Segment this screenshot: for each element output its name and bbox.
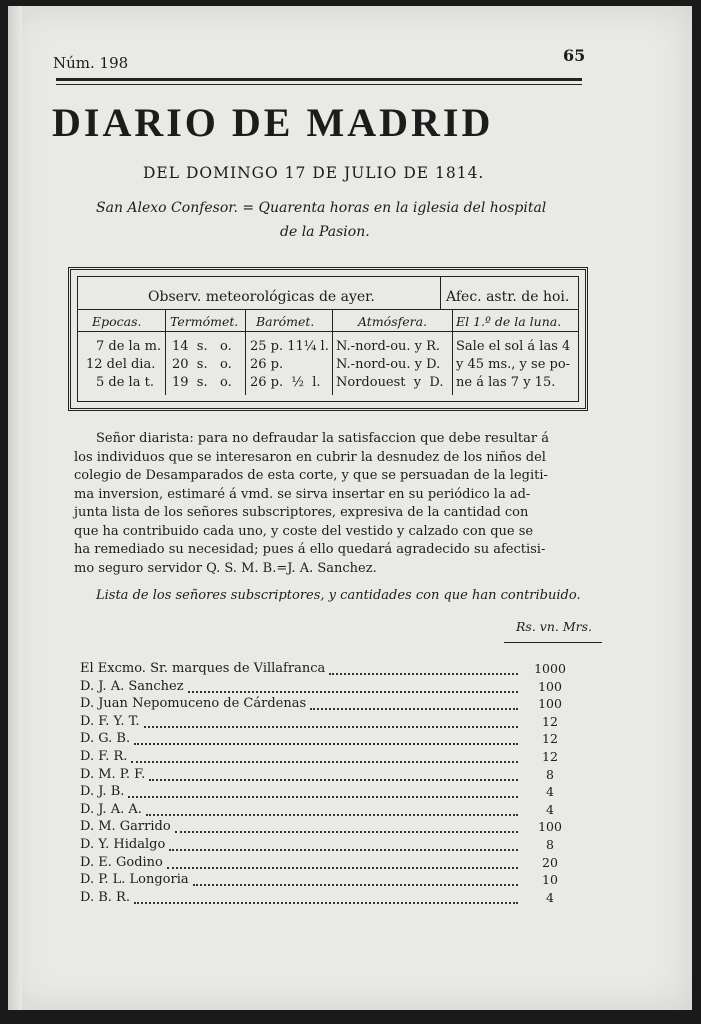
- currency-heading: Rs. vn. Mrs.: [516, 619, 592, 634]
- atmos-row-2: N.-nord-ou. y D.: [336, 357, 441, 372]
- page-spine: [8, 6, 22, 1010]
- subscriber-amount: 4: [546, 889, 554, 905]
- leader-dots: [128, 796, 518, 798]
- dateline: DEL DOMINGO 17 DE JULIO DE 1814.: [143, 164, 485, 182]
- weather-col-divider-1: [165, 309, 166, 395]
- subscriber-list-title: Lista de los señores subscriptores, y cantidades con que han contribuido.: [96, 588, 581, 603]
- col-header-barometer: Barómet.: [256, 314, 315, 329]
- letter-line: ma inversion, estimaré á vmd. se sirva insertar en su periódico la ad-: [74, 486, 531, 502]
- letter-line: Señor diarista: para no defraudar la satisfaccion que debe resultar á: [96, 431, 549, 446]
- saint-line-1: San Alexo Confesor. = Quarenta horas en la iglesia del hospital: [96, 200, 547, 216]
- subscriber-row: [80, 767, 580, 785]
- weather-col-divider-3: [332, 309, 333, 395]
- subscriber-row: [80, 872, 580, 890]
- leader-dots: [134, 902, 518, 904]
- letter-line: junta lista de los señores subscriptores, expresiva de la cantidad con: [74, 505, 529, 520]
- subscriber-amount: 8: [546, 766, 554, 782]
- subscriber-amount: 4: [546, 784, 554, 800]
- subscriber-name: D. B. R.: [80, 889, 130, 905]
- subscriber-row: [80, 696, 580, 714]
- subscriber-row: [80, 749, 580, 767]
- subscriber-name: D. M. Garrido: [80, 819, 171, 835]
- weather-table: [68, 267, 588, 411]
- atmos-row-3: Nordouest y D.: [336, 375, 444, 390]
- letter-line: que ha contribuido cada uno, y coste del vestido y calzado con que se: [74, 523, 534, 539]
- leader-dots: [131, 761, 518, 763]
- weather-col-divider-2: [245, 309, 246, 395]
- leader-dots: [175, 831, 518, 833]
- currency-rule: [504, 642, 602, 643]
- subscriber-name: D. M. P. F.: [80, 766, 146, 782]
- page-number: 65: [563, 46, 586, 65]
- masthead-title: DIARIO DE MADRID: [52, 100, 494, 145]
- weather-table-inner: [77, 276, 579, 402]
- saint-line-2: de la Pasion.: [280, 224, 370, 240]
- thermo-row-3: 19 s. o.: [172, 375, 232, 390]
- leader-dots: [329, 673, 518, 675]
- issue-number: Núm. 198: [53, 54, 129, 72]
- subscriber-row: [80, 731, 580, 749]
- subscriber-amount: 100: [538, 678, 562, 694]
- thermo-row-2: 20 s. o.: [172, 357, 232, 372]
- letter-line: mo seguro servidor Q. S. M. B.=J. A. Sanchez.: [74, 560, 377, 576]
- subscriber-amount: 10: [542, 872, 558, 888]
- subscriber-name: D. J. A. Sanchez: [80, 678, 184, 694]
- leader-dots: [193, 884, 518, 886]
- letter-line: los individuos que se interesaron en cubrir la desnudez de los niños del: [74, 449, 546, 465]
- subscriber-amount: 8: [546, 837, 554, 852]
- subscriber-amount: 20: [542, 854, 558, 870]
- leader-dots: [134, 743, 518, 745]
- subscriber-amount: 1000: [534, 661, 566, 676]
- weather-col-divider-4: [452, 309, 453, 395]
- col-header-epochs: Epocas.: [92, 314, 142, 329]
- leader-dots: [167, 867, 518, 869]
- subscriber-row: [80, 819, 580, 837]
- letter-to-editor: [74, 430, 600, 578]
- header-rule-thick: [56, 78, 582, 81]
- leader-dots: [149, 779, 518, 781]
- moon-row-1: Sale el sol á las 4: [456, 339, 571, 354]
- thermo-row-1: 14 s. o.: [172, 339, 232, 354]
- newspaper-page: [8, 6, 692, 1010]
- leader-dots: [310, 708, 518, 710]
- subscriber-amount: 100: [538, 819, 562, 835]
- subscriber-name: D. F. Y. T.: [80, 713, 140, 729]
- subscriber-row: [80, 784, 580, 802]
- subscriber-name: D. Y. Hidalgo: [80, 837, 166, 852]
- col-header-moon: El 1.º de la luna.: [456, 314, 562, 329]
- baro-row-1: 25 p. 11¼ l.: [250, 339, 329, 354]
- subscriber-row: [80, 714, 580, 732]
- subscriber-amount: 12: [542, 731, 558, 747]
- subscriber-name: D. Juan Nepomuceno de Cárdenas: [80, 696, 307, 712]
- baro-row-2: 26 p.: [250, 357, 284, 372]
- weather-divider-heading: [440, 277, 441, 309]
- subscriber-row: [80, 802, 580, 820]
- atmos-row-1: N.-nord-ou. y R.: [336, 339, 441, 354]
- weather-rule-header: [78, 331, 578, 332]
- subscriber-name: D. G. B.: [80, 731, 131, 747]
- weather-heading-astro: Afec. astr. de hoi.: [446, 289, 570, 305]
- col-header-thermometer: Termómet.: [170, 314, 239, 329]
- baro-row-3: 26 p. ½ l.: [250, 375, 321, 390]
- subscriber-row: [80, 679, 580, 697]
- subscriber-amount: 100: [538, 696, 562, 712]
- subscriber-row: [80, 837, 580, 855]
- subscriber-amount: 12: [542, 749, 558, 764]
- subscriber-name: D. J. A. A.: [80, 801, 142, 817]
- subscriber-row: [80, 890, 580, 908]
- moon-row-3: ne á las 7 y 15.: [456, 375, 556, 390]
- subscriber-name: D. E. Godino: [80, 854, 163, 870]
- letter-line: ha remediado su necesidad; pues á ello quedará agradecido su afectisi-: [74, 542, 546, 557]
- leader-dots: [188, 691, 518, 693]
- subscriber-amount: 12: [542, 713, 558, 729]
- subscriber-amount: 4: [546, 801, 554, 817]
- leader-dots: [146, 814, 518, 816]
- epoch-row-1: 7 de la m.: [96, 339, 162, 354]
- weather-heading-observations: Observ. meteorológicas de ayer.: [148, 289, 375, 305]
- epoch-row-2: 12 del dia.: [86, 357, 156, 372]
- subscriber-name: El Excmo. Sr. marques de Villafranca: [80, 661, 326, 676]
- subscriber-name: D. J. B.: [80, 784, 125, 800]
- subscriber-row: [80, 855, 580, 873]
- subscriber-name: D. F. R.: [80, 749, 128, 764]
- leader-dots: [144, 726, 518, 728]
- weather-rule-top: [78, 309, 578, 310]
- moon-row-2: y 45 ms., y se po-: [456, 357, 571, 372]
- header-rule-thin: [56, 84, 582, 85]
- epoch-row-3: 5 de la t.: [96, 375, 154, 390]
- subscriber-row: [80, 661, 580, 679]
- col-header-atmosphere: Atmósfera.: [358, 314, 428, 329]
- subscriber-name: D. P. L. Longoria: [80, 872, 189, 888]
- letter-line: colegio de Desamparados de esta corte, y que se persuadan de la legiti-: [74, 468, 548, 483]
- leader-dots: [169, 849, 518, 851]
